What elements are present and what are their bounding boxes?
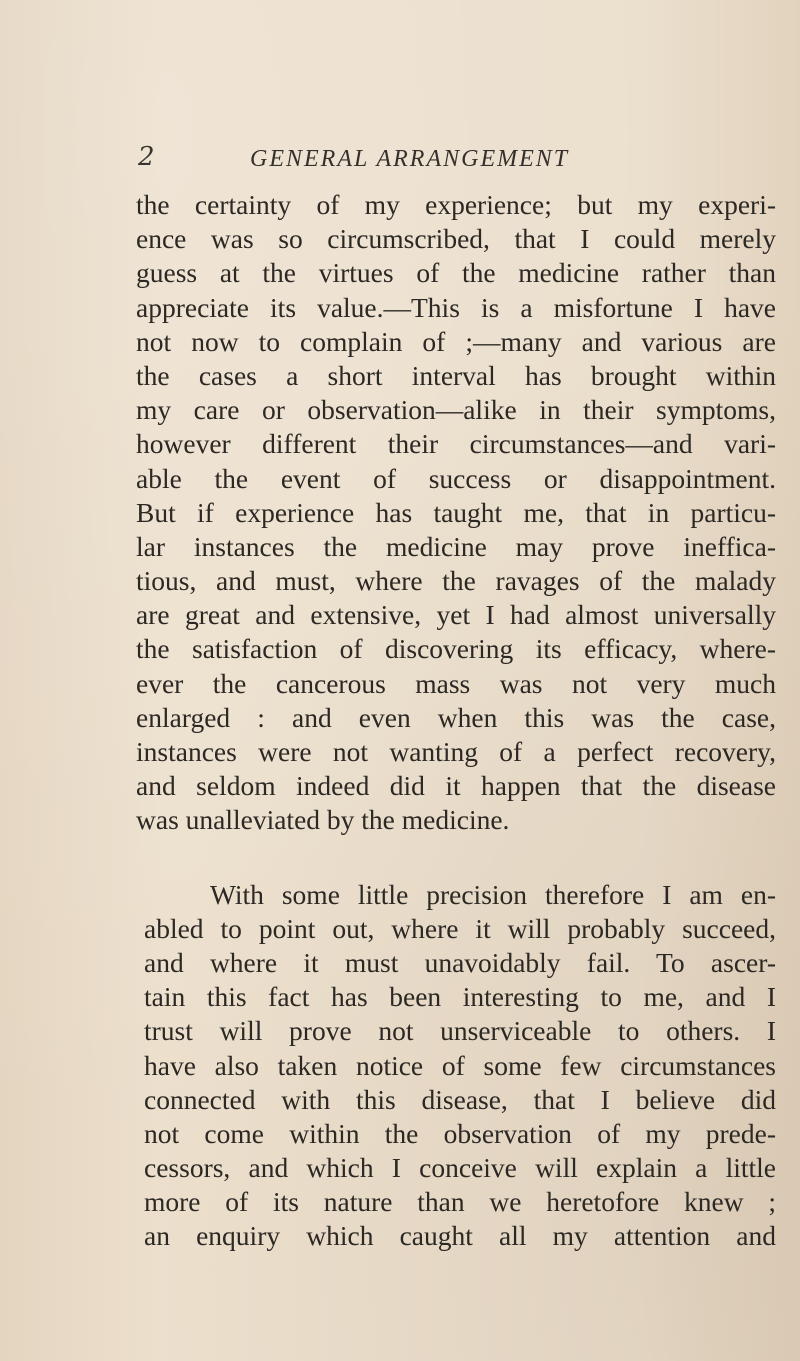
text-line: the satisfaction of discovering its efficacy, where-	[136, 633, 776, 665]
text-line: an enquiry which caught all my attention and	[144, 1220, 776, 1252]
text-line: and seldom indeed did it happen that the disease	[136, 770, 776, 802]
paragraph-spacer	[136, 838, 776, 878]
text-line: abled to point out, where it will probably succeed,	[144, 912, 776, 944]
text-line: instances were not wanting of a perfect recovery,	[136, 736, 776, 767]
text-line: are great and extensive, yet I had almost universally	[136, 599, 776, 631]
text-line: cessors, and which I conceive will explain a little	[144, 1152, 776, 1184]
text-line: not come within the observation of my prede-	[144, 1117, 776, 1149]
text-line: enlarged : and even when this was the case,	[136, 701, 776, 733]
paragraph-2	[136, 878, 776, 1254]
page-header	[138, 142, 670, 173]
text-line: With some little precision therefore I am en-	[210, 878, 776, 910]
text-line: trust will prove not unserviceable to others. I	[144, 1015, 776, 1047]
body-text	[136, 188, 776, 1254]
text-line: lar instances the medicine may prove ineffica-	[136, 530, 776, 562]
paragraph-1	[136, 188, 776, 838]
text-line: ever the cancerous mass was not very much	[136, 667, 776, 699]
text-line: guess at the virtues of the medicine rather than	[136, 257, 776, 289]
text-line: tain this fact has been interesting to me, and I	[144, 981, 776, 1013]
text-line: ence was so circumscribed, that I could merely	[136, 223, 776, 255]
page-number: 2	[138, 142, 155, 172]
text-line: more of its nature than we heretofore knew ;	[144, 1186, 776, 1218]
text-line: the certainty of my experience; but my experi-	[136, 189, 776, 220]
text-line: and where it must unavoidably fail. To ascer-	[144, 946, 776, 978]
text-line: But if experience has taught me, that in particu-	[136, 496, 776, 528]
text-line: connected with this disease, that I believe did	[144, 1083, 776, 1115]
text-line: however different their circumstances—and vari-	[136, 428, 776, 460]
running-head: GENERAL ARRANGEMENT	[250, 146, 570, 172]
text-line: was unalleviated by the medicine.	[136, 804, 510, 836]
text-line: not now to complain of ;—many and various are	[136, 325, 776, 357]
text-line: able the event of success or disappointment.	[136, 462, 776, 494]
text-line: the cases a short interval has brought within	[136, 359, 776, 391]
text-line: have also taken notice of some few circumstances	[144, 1049, 776, 1081]
text-line: tious, and must, where the ravages of the malady	[136, 565, 776, 597]
text-line: appreciate its value.—This is a misfortune I have	[136, 291, 776, 323]
text-line: my care or observation—alike in their symptoms,	[136, 394, 776, 426]
